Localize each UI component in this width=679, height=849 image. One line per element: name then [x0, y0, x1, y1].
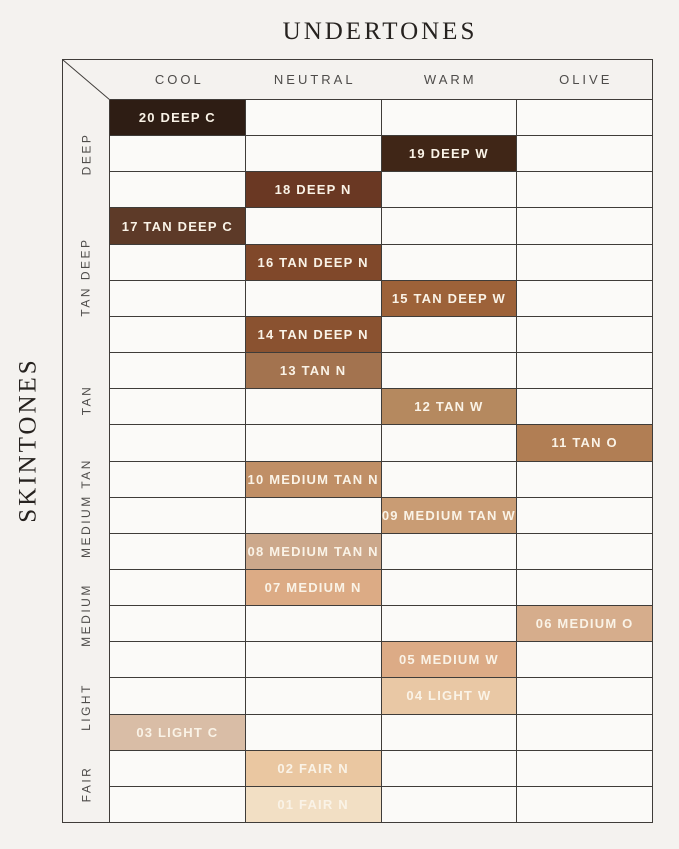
- empty-cell: [110, 389, 245, 424]
- empty-cell: [246, 208, 381, 243]
- shade-label: 10 MEDIUM TAN N: [247, 471, 379, 487]
- shade-label: 01 FAIR N: [277, 796, 349, 812]
- skintone-group-label: MEDIUM TAN: [79, 457, 94, 558]
- diagonal-line-icon: [63, 60, 110, 100]
- skintone-group-label: FAIR: [78, 765, 93, 803]
- empty-cell: [110, 678, 245, 713]
- empty-cell: [517, 353, 652, 388]
- empty-cell: [110, 606, 245, 641]
- shade-swatch-18-deep-n: [246, 172, 381, 207]
- empty-cell: [246, 498, 381, 533]
- empty-cell: [517, 208, 652, 243]
- shade-swatch-01-fair-n: [246, 787, 381, 822]
- empty-cell: [110, 425, 245, 460]
- empty-cell: [517, 751, 652, 786]
- skintones-axis-title-wrap: [6, 59, 52, 821]
- shade-label: 20 DEEP C: [138, 110, 216, 126]
- empty-cell: [517, 570, 652, 605]
- skintone-group-label: MEDIUM: [79, 583, 94, 648]
- empty-cell: [110, 498, 245, 533]
- empty-cell: [246, 100, 381, 135]
- empty-cell: [517, 787, 652, 822]
- shade-swatch-07-medium-n: [246, 570, 381, 605]
- shade-swatch-10-medium-tan-n: [246, 462, 381, 497]
- shade-swatch-20-deep-c: [110, 100, 245, 135]
- empty-cell: [517, 715, 652, 750]
- empty-cell: [110, 787, 245, 822]
- shade-swatch-12-tan-w: [382, 389, 517, 424]
- empty-cell: [110, 462, 245, 497]
- empty-cell: [110, 353, 245, 388]
- skintone-group-label: TAN DEEP: [79, 237, 93, 317]
- empty-cell: [382, 100, 517, 135]
- shade-label: 03 LIGHT C: [136, 724, 219, 740]
- skintone-group-deep: [63, 100, 109, 208]
- undertone-header-cool: COOL: [154, 72, 204, 87]
- shade-label: 11 TAN O: [551, 435, 618, 451]
- empty-cell: [517, 245, 652, 280]
- empty-cell: [246, 715, 381, 750]
- skintone-group-label: TAN: [78, 384, 93, 416]
- shade-matrix: [62, 59, 653, 823]
- skintone-group-light: [63, 669, 109, 745]
- shade-swatch-16-tan-deep-n: [246, 245, 381, 280]
- empty-cell: [517, 136, 652, 171]
- shade-swatch-04-light-w: [382, 678, 517, 713]
- empty-cell: [246, 642, 381, 677]
- empty-cell: [517, 534, 652, 569]
- shade-label: 08 MEDIUM TAN N: [247, 543, 379, 559]
- shade-swatch-06-medium-o: [517, 606, 652, 641]
- shade-label: 04 LIGHT W: [406, 688, 492, 704]
- empty-cell: [246, 389, 381, 424]
- shade-label: 15 TAN DEEP W: [391, 290, 506, 306]
- shade-label: 12 TAN W: [414, 399, 484, 415]
- empty-cell: [382, 245, 517, 280]
- empty-cell: [110, 534, 245, 569]
- skintone-group-tan-deep: [63, 208, 109, 347]
- skintone-group-medium: [63, 562, 109, 670]
- shade-label: 18 DEEP N: [274, 182, 352, 198]
- empty-cell: [517, 389, 652, 424]
- shade-label: 16 TAN DEEP N: [257, 254, 369, 270]
- empty-cell: [382, 751, 517, 786]
- shade-label: 19 DEEP W: [408, 146, 489, 162]
- undertone-header-neutral: NEUTRAL: [273, 72, 356, 87]
- shade-grid: [110, 100, 652, 822]
- empty-cell: [246, 606, 381, 641]
- undertones-axis-title: UNDERTONES: [282, 18, 478, 45]
- skintone-group-fair: [63, 746, 109, 822]
- shade-swatch-13-tan-n: [246, 353, 381, 388]
- empty-cell: [110, 172, 245, 207]
- empty-cell: [517, 100, 652, 135]
- empty-cell: [110, 642, 245, 677]
- undertone-header-olive: OLIVE: [559, 72, 613, 87]
- empty-cell: [246, 425, 381, 460]
- shade-swatch-09-medium-tan-w: [382, 498, 517, 533]
- empty-cell: [382, 534, 517, 569]
- skintone-group-label: DEEP: [79, 132, 93, 176]
- shade-swatch-14-tan-deep-n: [246, 317, 381, 352]
- empty-cell: [246, 281, 381, 316]
- empty-cell: [382, 787, 517, 822]
- empty-cell: [382, 606, 517, 641]
- shade-swatch-02-fair-n: [246, 751, 381, 786]
- empty-cell: [246, 136, 381, 171]
- empty-cell: [382, 317, 517, 352]
- shade-label: 07 MEDIUM N: [264, 580, 362, 596]
- shade-swatch-05-medium-w: [382, 642, 517, 677]
- shade-swatch-19-deep-w: [382, 136, 517, 171]
- shade-swatch-03-light-c: [110, 715, 245, 750]
- shade-label: 06 MEDIUM O: [535, 616, 634, 632]
- empty-cell: [517, 317, 652, 352]
- skintone-group-tan: [63, 346, 109, 454]
- empty-cell: [382, 172, 517, 207]
- empty-cell: [110, 751, 245, 786]
- undertone-header-row: [110, 60, 652, 100]
- undertone-header-warm: WARM: [423, 72, 477, 87]
- skintone-group-medium-tan: [63, 454, 109, 562]
- empty-cell: [382, 208, 517, 243]
- empty-cell: [382, 425, 517, 460]
- skintone-group-label: LIGHT: [79, 683, 93, 732]
- shade-label: 13 TAN N: [279, 363, 347, 379]
- shade-label: 14 TAN DEEP N: [257, 326, 369, 342]
- shade-label: 09 MEDIUM TAN W: [381, 507, 516, 523]
- shade-swatch-08-medium-tan-n: [246, 534, 381, 569]
- empty-cell: [110, 317, 245, 352]
- empty-cell: [110, 245, 245, 280]
- shade-swatch-17-tan-deep-c: [110, 208, 245, 243]
- shade-label: 05 MEDIUM W: [398, 652, 499, 668]
- shade-label: 17 TAN DEEP C: [121, 218, 233, 234]
- shade-label: 02 FAIR N: [277, 760, 349, 776]
- skintones-axis-title: SKINTONES: [15, 357, 43, 523]
- empty-cell: [110, 570, 245, 605]
- shade-swatch-11-tan-o: [517, 425, 652, 460]
- empty-cell: [382, 715, 517, 750]
- skintone-label-column: [63, 100, 110, 822]
- empty-cell: [382, 353, 517, 388]
- empty-cell: [517, 281, 652, 316]
- empty-cell: [517, 642, 652, 677]
- empty-cell: [517, 462, 652, 497]
- empty-cell: [382, 570, 517, 605]
- corner-cell: [63, 60, 110, 100]
- empty-cell: [110, 281, 245, 316]
- shade-swatch-15-tan-deep-w: [382, 281, 517, 316]
- empty-cell: [517, 498, 652, 533]
- empty-cell: [246, 678, 381, 713]
- empty-cell: [110, 136, 245, 171]
- empty-cell: [382, 462, 517, 497]
- empty-cell: [517, 678, 652, 713]
- empty-cell: [517, 172, 652, 207]
